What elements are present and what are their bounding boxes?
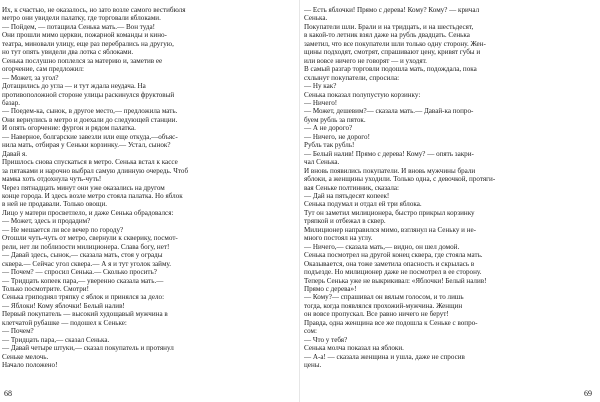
text-line: Сенька послушно поплелся за материю и, заметив ее [2,56,163,65]
text-line: Сенька подумал и отдал ей три яблока. [304,200,422,209]
text-line: или вовсе ничего не говорят — и уходят. [304,56,427,65]
text-line: — А не дорого? [304,124,353,133]
text-line: — Поедем-ка, сынок, в другое место,— предложила мать. [2,107,178,116]
text-line: — Что у тебя? [304,335,348,344]
left-page [2,6,294,402]
text-line: — Давай четыре штуки,— сказал покупатель и протянул [2,344,174,353]
text-line: Через пятнадцать минут они уже оказались на другом [2,183,165,192]
text-line: щины подходят, смотрят, спрашивают цену, кривят губы и [304,48,481,57]
text-line: сквера.— Сейчас угол сквера.— А я и тут уголок займу. [2,259,172,268]
text-line: цены. [304,361,322,370]
text-line: театра, миновали улицу, еще раз перебрались на другую, [2,39,174,48]
text-line: Первый покупатель — высокий худощавый мужчина в [2,310,168,319]
text-line: нила мать, отбирая у Сеньки корзинку.— Устал, сынок? [2,141,171,150]
text-line: Сеньке мелочь. [2,352,49,361]
text-line: конце города. И здесь возле метро стояла палатка. Но яблок [2,191,183,200]
text-line: подъезде. Но милиционер даже не посмотрел в ее сторону. [304,268,482,277]
text-line: — Может, за угол? [2,73,59,82]
text-line: Давай я. [2,149,27,158]
right-page-text [304,6,596,369]
text-line: Покупатели шли. Брали и на тридцать, и на шестьдесят, [304,22,474,31]
text-line: тряпкой и отбежал в сквер. [304,217,386,226]
text-line: — А-а! — сказала женщина и ушла, даже не спросив [304,352,465,361]
right-page-number: 69 [584,389,592,398]
text-line: Прямо с дерева»! [304,284,357,293]
text-line: но тут опять увидели два лотка с яблоками. [2,48,134,57]
text-line: В самый разгар торговли подошла мать, подождала, пока [304,65,477,74]
text-line: Сенька молча показал на яблоки. [304,344,404,353]
text-line: заметил, что все покупатели шли только одну сторону. Жен- [304,39,486,48]
right-page [304,6,596,402]
text-line: Тут он заметил милиционера, быстро прикрыл корзинку [304,208,475,217]
text-line: Сенька гриподнял тряпку с яблок и принялся за дело: [2,293,165,302]
text-line: в какой-то летник взял даже на рубль двадцать. Сенька [304,31,470,40]
text-line: — Белый налив! Прямо с дерева! Кому? — опять закри- [304,149,474,158]
text-line: огорчение, сам предложил: [2,65,84,74]
text-line: Их, к счастью, не оказалось, но зато возле самого вестибюля [2,6,186,14]
text-line: Дотащились до угла — и тут ждала неудача. На [2,82,146,91]
text-line: — Яблоки! Кому яблочки! Белый налив! [2,301,125,310]
text-line: Отошли чуть-чуть от метро, свернули к скверику, посмот- [2,234,178,243]
text-line: Сенька показал полупустую корзинку: [304,90,421,99]
text-line: вая Сеньке полтинник, сказала: [304,183,400,192]
text-line: базар. [2,98,21,107]
text-line: — Тридцать копеек пара,— уверенно сказала мать.— [2,276,164,285]
text-line: Пришлось снова спускаться в метро. Сенька встал к кассе [2,158,178,167]
text-line: Сенька посмотрел на другой конец сквера, где стояла мать. [304,251,483,260]
text-line: — Почем? [2,327,34,336]
text-line: буем рубль за пяток. [304,115,366,124]
text-line: — Пойдем, — потащила Сенька мать.— Вон туда! [2,22,156,31]
text-line: рели, нет ли поблизости милиционера. Слава богу, нет! [2,242,170,251]
text-line: — Ничего,— сказала мать,— видно, он шел домой. [304,242,460,251]
text-line: схлынут покупатели, спросила: [304,73,400,82]
text-line: — Почем? — спросил Сенька.— Сколько просить? [2,268,157,277]
text-line: клетчатой рубашке — подошел к Сеньке: [2,318,127,327]
text-line: — Ничего! [304,98,338,107]
text-line: в ней не продавали. Только овощи. [2,200,108,209]
left-page-text [2,6,294,369]
text-line: он вовсе пропускал. Все равно ничего не берут! [304,310,449,319]
text-line: И опять огорчение: фургон и рядом палатка. [2,124,136,133]
text-line: метро они увидели палатку, где торговали яблоками. [2,14,161,23]
text-line: — Тридцать пара,— сказал Сенька. [2,335,110,344]
text-line: — Может, здесь и продадим? [2,217,91,226]
text-line: яблоки, а женщины уходили. Только одна, с девочкой, протяги- [304,175,496,184]
text-line: И вновь появились покупатели. И вновь мужчины брали [304,166,476,175]
text-line: мамка хоть отдохнула чуть-чуть! [2,175,102,184]
text-line: Рубль так рубль! [304,141,355,150]
text-line: — Кому?— спрашивал он вялым голосом, и то лишь [304,293,464,302]
text-line: Правда, одна женщина все же подошла к Сеньке с вопро- [304,318,478,327]
text-line: — Может, дешевим?— сказала мать.— Давай-ка попро- [304,107,474,116]
left-page-number: 68 [4,389,12,398]
text-line: много постоял на углу. [304,234,373,243]
text-line: чал Сенька. [304,158,340,167]
text-line: противоположной стороне улицы раскинулся фруктовый [2,90,175,99]
gutter-divider [299,0,300,402]
text-line: Оказывается, она тоже заметила опасность и скрылась в [304,259,475,268]
text-line: сом: [304,327,318,336]
text-line: — Наверное, болгарские завезли или еще откуда,—объяс- [2,132,178,141]
text-line: Только посмотрите. Смотри! [2,284,89,293]
text-line: Начало положено! [2,361,58,370]
text-line: — Не мешается ли все вечер по городу? [2,225,124,234]
text-line: Сенька. [304,14,328,23]
text-line: Лицо у матери просветлело, и даже Сенька обрадовался: [2,208,174,217]
text-line: Они вернулись в метро и доехали до следующей станции. [2,115,178,124]
text-line: — Давай здесь, сынок,— сказала мать, стоя у ограды [2,251,163,260]
text-line: — Ну как? [304,82,337,91]
text-line: Милиционер направился мимо, взглянул на Сеньку и не- [304,225,477,234]
text-line: за пятаками и нарочно выбрал самую длинную очередь. Чтоб [2,166,189,175]
text-line: — Ничего, не дорого! [304,132,370,141]
text-line: — Есть яблочки! Прямо с дерева! Кому? Кому? — кричал [304,6,480,14]
text-line: Теперь Сенька уже не выкрикивал: «Яблочки! Белый налив! [304,276,487,285]
text-line: Они прошли мимо церкви, пожарной команды и кино- [2,31,167,40]
text-line: тогда, когда появлялся прохожий-мужчина. Женщин [304,301,463,310]
text-line: — Дай на пятьдесят копеек! [304,191,390,200]
